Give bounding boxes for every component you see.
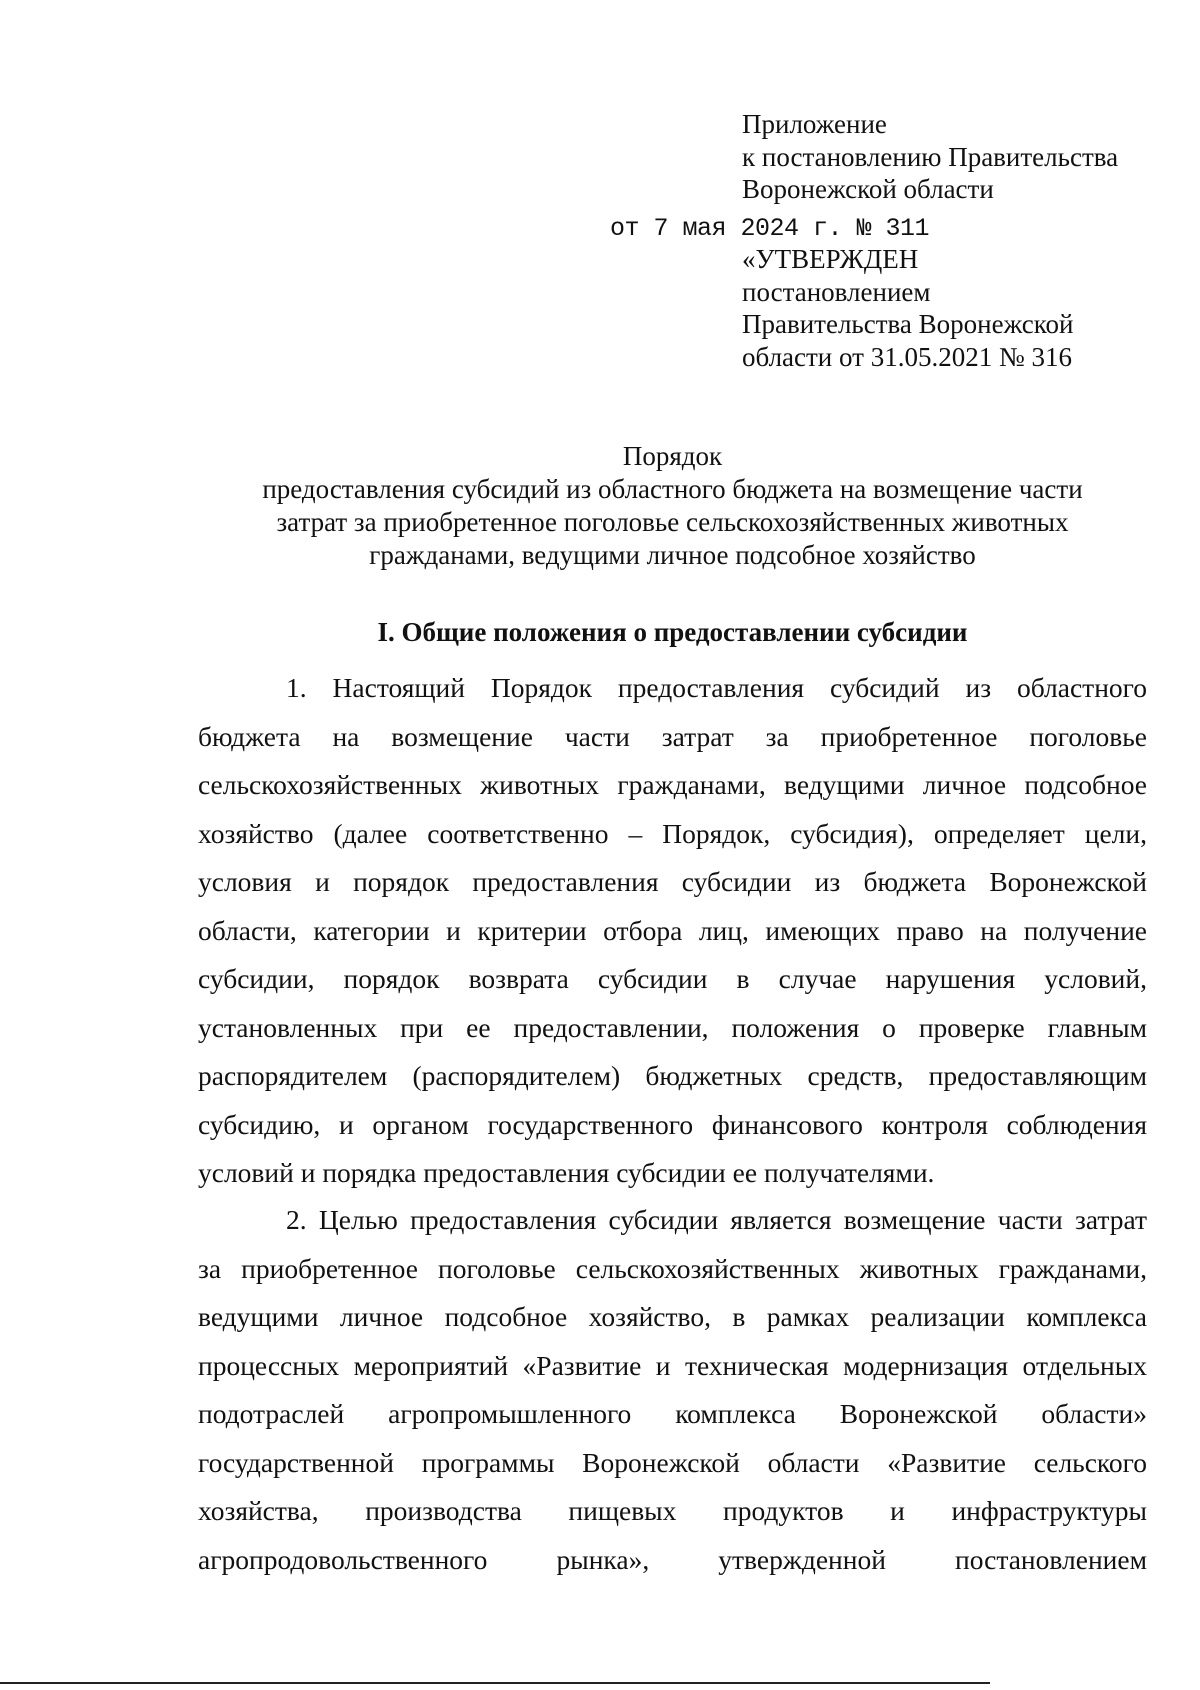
paragraph-line: за приобретенное поголовье сельскохозяйственных животных гражданами, — [198, 1252, 1147, 1284]
paragraph-2 — [198, 1196, 1147, 1584]
paragraph-line: сельскохозяйственных животных гражданами, ведущими личное подсобное — [198, 769, 1147, 800]
paragraph-line: процессных мероприятий «Развитие и техническая модернизация отдельных — [198, 1349, 1147, 1381]
title-line: затрат за приобретенное поголовье сельскохозяйственных животных — [276, 507, 1069, 537]
paragraph-line: подотраслей агропромышленного комплекса Воронежской области» — [198, 1398, 1147, 1429]
approval-block — [742, 243, 1162, 373]
paragraph-line: бюджета на возмещение части затрат за приобретенное поголовье — [198, 720, 1147, 752]
paragraph-line: области, категории и критерии отбора лиц, имеющих право на получение — [198, 914, 1147, 946]
paragraph-line: государственной программы Воронежской области «Развитие сельского — [198, 1446, 1147, 1478]
paragraph-line: субсидии, порядок возврата субсидии в случае нарушения условий, — [198, 963, 1147, 994]
title-line: Порядок — [622, 441, 723, 471]
approval-line: Правительства Воронежской — [742, 309, 1074, 339]
paragraph-1 — [198, 664, 1147, 1198]
paragraph-line: 2. Целью предоставления субсидии является возмещение части затрат — [286, 1204, 1147, 1235]
registration-stamp: от 7 мая 2024 г. № 311 — [610, 214, 930, 243]
approval-label: «УТВЕРЖДЕН — [742, 244, 919, 274]
approval-line: постановлением — [742, 276, 931, 307]
paragraph-line: условия и порядок предоставления субсидии из бюджета Воронежской — [198, 866, 1147, 897]
paragraph-line: субсидию, и органом государственного финансового контроля соблюдения — [198, 1108, 1147, 1140]
appendix-reference: к постановлению Правительства — [742, 141, 1119, 172]
paragraph-line: хозяйства, производства пищевых продуктов и инфраструктуры — [198, 1495, 1147, 1526]
paragraph-line: 1. Настоящий Порядок предоставления субсидий из областного — [286, 672, 1147, 703]
appendix-header — [742, 108, 1162, 206]
paragraph-line: агропродовольственного рынка», утвержденной постановлением — [198, 1543, 1147, 1575]
title-line: гражданами, ведущими личное подсобное хозяйство — [369, 540, 976, 570]
paragraph-line: хозяйство (далее соответственно – Порядок, субсидия), определяет цели, — [198, 817, 1147, 849]
document-title — [200, 440, 1145, 572]
scan-edge-line — [0, 1682, 990, 1684]
appendix-region: Воронежской области — [742, 174, 994, 204]
section-heading: I. Общие положения о предоставлении субсидии — [377, 617, 968, 647]
paragraph-line: распорядителем (распорядителем) бюджетных средств, предоставляющим — [198, 1060, 1147, 1091]
paragraph-line: ведущими личное подсобное хозяйство, в рамках реализации комплекса — [198, 1301, 1147, 1332]
title-line: предоставления субсидий из областного бюджета на возмещение части — [262, 474, 1083, 504]
appendix-label: Приложение — [742, 109, 887, 139]
approval-line: области от 31.05.2021 № 316 — [742, 341, 1072, 372]
paragraph-line: установленных при ее предоставлении, положения о проверке главным — [198, 1011, 1147, 1043]
paragraph-line: условий и порядка предоставления субсидии ее получателями. — [198, 1157, 935, 1188]
